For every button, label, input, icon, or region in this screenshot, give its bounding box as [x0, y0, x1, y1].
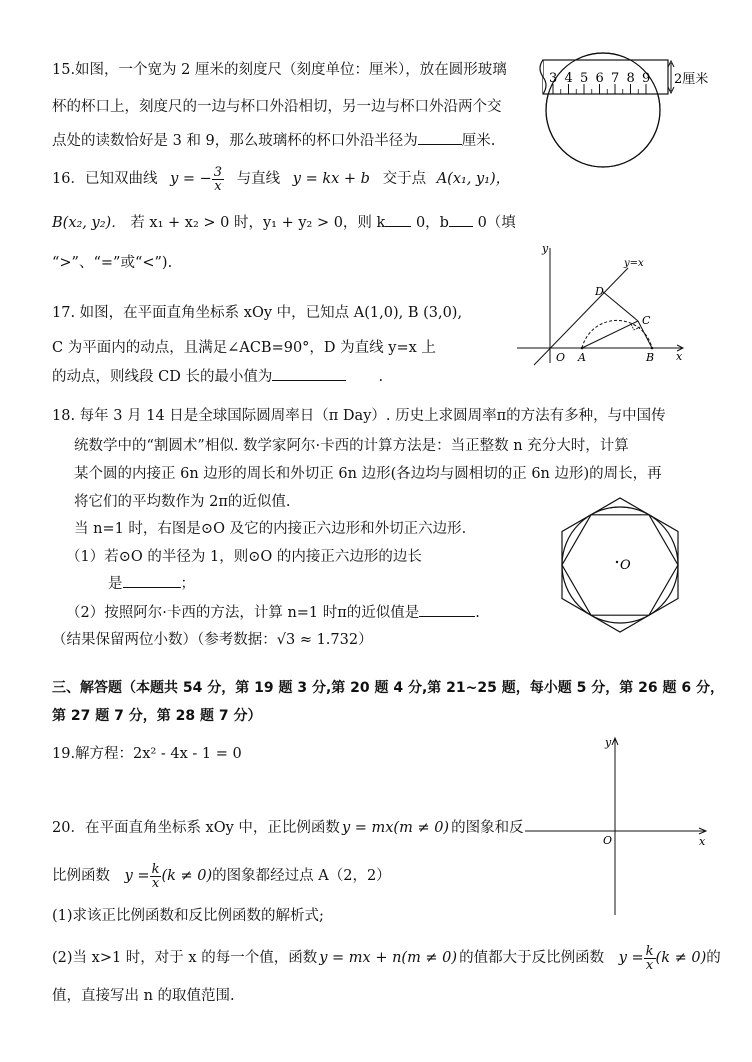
q15-answer-blank[interactable]	[418, 130, 462, 145]
q20-greater-than: 的值都大于反比例函数	[459, 950, 605, 966]
segment-AC	[582, 321, 638, 348]
q20-fraction-k-x	[150, 863, 162, 890]
q20-k-ne-0-2: (k ≠ 0)	[655, 950, 707, 966]
q16-line3: “>”、“=”或“<”).	[52, 255, 173, 271]
q18-line2: 统数学中的“割圆术”相似. 数学家阿尔·卡西的计算方法是：当正整数 n 充分大时，计算	[74, 438, 629, 454]
ruler-tick-label-5: 5	[580, 71, 589, 86]
q16-fraction	[212, 166, 224, 193]
q20-axes-figure	[525, 735, 715, 920]
q20-part2-intro: (2)当 x>1 时，对于 x 的每一个值，函数	[52, 950, 318, 966]
q20-inverse-intro: 比例函数	[52, 868, 110, 884]
q16-k-blank[interactable]	[385, 212, 411, 227]
fig17-label-yx: y=x	[624, 258, 644, 269]
q18-part2-blank[interactable]	[419, 602, 475, 617]
q20-inverse-y: y =	[124, 868, 150, 884]
fig17-label-O: O	[556, 351, 566, 364]
q20-frac-x: x	[151, 875, 160, 891]
ruler-width-label: 2厘米	[674, 72, 709, 87]
q20-inverse-y-2: y =	[618, 950, 644, 966]
q18-part2-question: （2）按照阿尔·卡西的方法，计算 n=1 时π的近似值是	[66, 605, 420, 621]
q16-b-blank[interactable]	[449, 212, 473, 227]
q18-semicolon: ；	[180, 576, 195, 592]
q16-line-eq: y = kx + b	[292, 171, 370, 187]
q16-intro: 16．已知双曲线	[52, 171, 158, 187]
q18-line1: 18. 每年 3 月 14 日是全球国际圆周率日（π Day）. 历史上求圆周率π的方法有多种，与中国传	[52, 408, 666, 424]
fig18-label-O: O	[620, 558, 631, 573]
q15-line3	[52, 130, 495, 151]
q20-graph-and: 的图象和反	[451, 820, 524, 836]
ruler-tick-label-7: 7	[611, 71, 620, 86]
q18-line8	[66, 602, 480, 623]
section3-heading-line2: 第 27 题 7 分，第 28 题 7 分）	[52, 708, 262, 724]
section3-heading-line1: 三、解答题（本题共 54 分，第 19 题 3 分,第 20 题 4 分,第 21~25 题，每小题 5 分，第 26 题 6 分，	[52, 680, 724, 696]
q19-text: 19.解方程：2x² - 4x - 1 = 0	[52, 746, 242, 762]
q20-frac-x-2: x	[645, 957, 654, 973]
q20-linear-eq: y = mx + n(m ≠ 0)	[319, 950, 458, 966]
q20-label-x: x	[699, 835, 706, 848]
q20-label-y: y	[605, 736, 612, 749]
q16-condition: 若 x₁ + x₂ > 0 时，y₁ + y₂ > 0，则 k	[130, 215, 386, 231]
q16-point-b: B(x₂, y₂)．	[52, 215, 126, 231]
q20-part1: (1)求该正比例函数和反比例函数的解析式;	[52, 908, 324, 924]
q15-line1: 15.如图，一个宽为 2 厘米的刻度尺（刻度单位：厘米），放在圆形玻璃	[52, 62, 507, 78]
q20-k-ne-0: (k ≠ 0)	[161, 868, 213, 884]
q15-unit: 厘米.	[461, 133, 496, 149]
ruler-tick-label-8: 8	[626, 71, 635, 86]
q20-of: 的	[706, 950, 721, 966]
q18-line9	[52, 630, 373, 650]
q15-ruler-figure	[538, 55, 708, 175]
fig17-label-B: B	[646, 351, 655, 364]
q18-line6: （1）若⊙O 的半径为 1，则⊙O 的内接正六边形的边长	[66, 549, 422, 565]
q20-line2	[52, 858, 391, 894]
q17-period: .	[378, 369, 384, 385]
ruler-tick-label-9: 9	[642, 71, 651, 86]
q20-direct-eq: y = mx(m ≠ 0)	[341, 820, 450, 836]
q17-line2: C 为平面内的动点，且满足∠ACB=90°，D 为直线 y=x 上	[52, 340, 436, 356]
q18-line3: 某个圆的内接正 6n 边形的周长和外切正 6n 边形(各边均与圆相切的正 6n 边形)的周长，再	[74, 466, 662, 482]
q18-period: .	[475, 605, 480, 621]
q20-part2	[52, 940, 721, 976]
q16-frac-num: 3	[213, 164, 223, 180]
q17-line1: 17. 如图，在平面直角坐标系 xOy 中，已知点 A(1,0), B (3,0),	[52, 305, 463, 321]
ruler-tick-label-4: 4	[564, 71, 573, 86]
q20-frac-k: k	[151, 861, 160, 877]
q17-answer-blank[interactable]	[272, 366, 346, 381]
q16-line1	[52, 164, 510, 194]
q16-b-text: 0，b	[415, 215, 449, 231]
q16-point-a: A(x₁, y₁)，	[436, 171, 511, 187]
q18-part1-blank[interactable]	[123, 573, 181, 588]
q20-frac-k-2: k	[645, 943, 654, 959]
q18-close-paren: ）	[358, 632, 373, 648]
q16-frac-den: x	[214, 178, 222, 194]
q17-question: 的动点，则线段 CD 长的最小值为	[52, 369, 273, 385]
q20-intro: 20．在平面直角坐标系 xOy 中，正比例函数	[52, 820, 340, 836]
fig17-label-D: D	[595, 285, 604, 298]
q16-with-line: 与直线	[236, 171, 281, 187]
q18-line5: 当 n=1 时，右图是⊙O 及它的内接正六边形和外切正六边形.	[74, 521, 467, 537]
ruler-tick-label-3: 3	[549, 71, 558, 86]
q17-figure	[512, 238, 690, 368]
q17-line3	[52, 366, 383, 387]
q15-line2: 杯的杯口上，刻度尺的一边与杯口外沿相切，另一边与杯口外沿两个交	[52, 99, 502, 115]
fig17-label-x: x	[676, 350, 683, 363]
q18-reference-data: √3 ≈ 1.732	[276, 632, 359, 648]
q18-is: 是	[108, 576, 123, 592]
fig17-label-y: y	[542, 242, 549, 255]
q20-label-O: O	[603, 834, 613, 847]
q16-fill-text: 0（填	[477, 215, 516, 231]
q20-through-point: 的图象都经过点 A（2，2）	[212, 868, 391, 884]
q16-intersect: 交于点	[382, 171, 427, 187]
q18-hexagon-figure	[545, 490, 695, 640]
q16-hyperbola-eq: y = −	[170, 171, 212, 187]
q20-line5: 值，直接写出 n 的取值范围.	[52, 988, 235, 1004]
q20-fraction-k-x-2	[644, 945, 656, 972]
q15-line3-text: 点处的读数恰好是 3 和 9，那么玻璃杯的杯口外沿半径为	[52, 133, 418, 149]
q18-line7	[108, 573, 195, 594]
fig17-label-C: C	[642, 314, 651, 327]
q20-line1	[52, 818, 524, 838]
q18-line4: 将它们的平均数作为 2π的近似值.	[74, 494, 291, 510]
q18-note: （结果保留两位小数）（参考数据：	[52, 632, 277, 648]
ruler-tick-label-6: 6	[595, 71, 604, 86]
q16-line2	[52, 212, 516, 233]
segment-DC	[602, 291, 638, 321]
fig17-label-A: A	[578, 351, 586, 364]
